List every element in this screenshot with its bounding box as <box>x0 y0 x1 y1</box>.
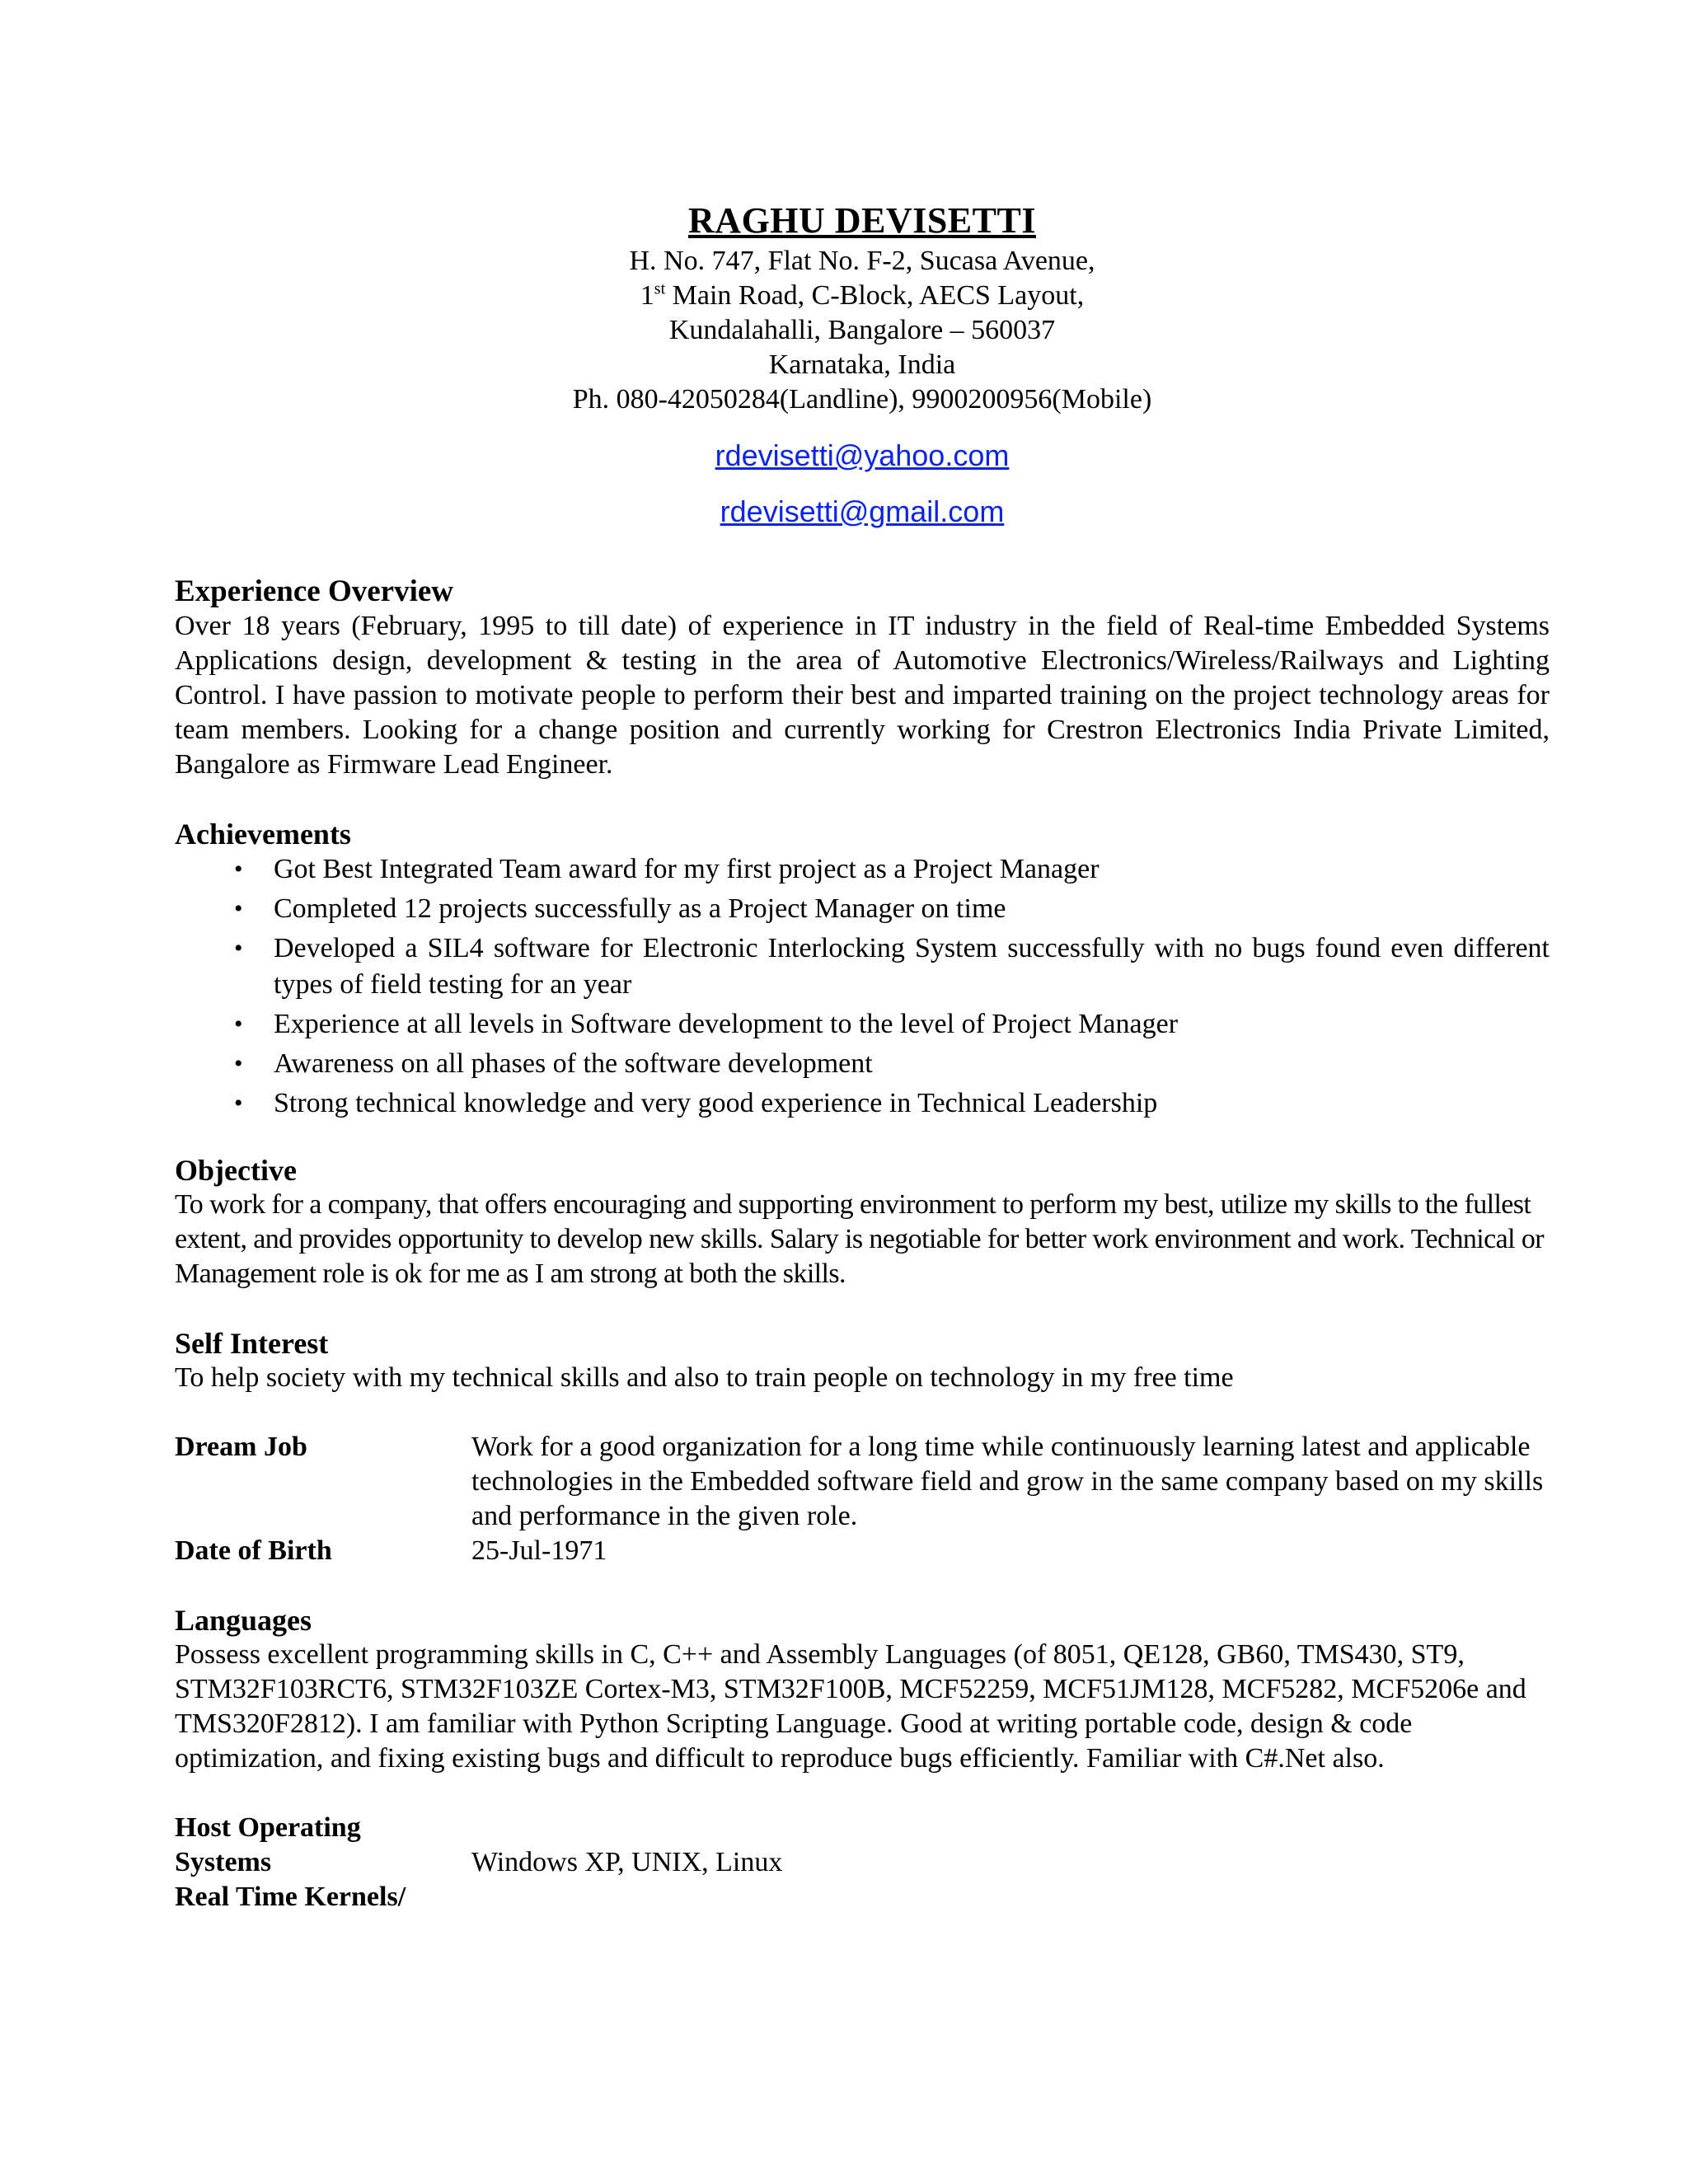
achievements-heading: Achievements <box>175 818 351 851</box>
list-item <box>175 1006 1550 1043</box>
objective-text: To work for a company, that offers encouraging and supporting environment to perform my best, utilize my skills to the fullest extent, and provides opportunity to develop new skills. Salary is negotiable for better work environment and work. Technical or Management role is ok for me as I am strong at both the skills. <box>175 1189 1544 1289</box>
address-line-2-rest: Main Road, C-Block, AECS Layout, <box>665 280 1085 311</box>
achievement-text: Strong technical knowledge and very good experience in Technical Leadership <box>274 1088 1158 1118</box>
achievement-text: Completed 12 projects successfully as a Project Manager on time <box>274 893 1006 924</box>
address-line-1: H. No. 747, Flat No. F-2, Sucasa Avenue, <box>629 246 1095 276</box>
email-link-yahoo[interactable]: rdevisetti@yahoo.com <box>715 438 1010 472</box>
self-interest-text: To help society with my technical skills and also to train people on technology in my free time <box>175 1362 1234 1393</box>
host-os-row-2 <box>175 1845 1550 1880</box>
email-link-gmail[interactable]: rdevisetti@gmail.com <box>720 494 1005 528</box>
experience-heading: Experience Overview <box>175 574 454 608</box>
experience-text: Over 18 years (February, 1995 to till date) of experience in IT industry in the field of Real-time Embedded Systems Applications design, development & testing in the area of Automotive Electronics/Wireless/Railways and Lighting Control. I have passion to motivate people to perform their best and imparted training on the project technology areas for team members. Looking for a change position and currently working for Crestron Electronics India Private Limited, Bangalore as Firmware Lead Engineer. <box>175 611 1550 780</box>
dream-job-text: Work for a good organization for a long time while continuously learning latest and applicable technologies in the Embedded software field and grow in the same company based on my skills and performance in the given role. <box>471 1432 1544 1531</box>
achievement-text: Developed a SIL4 software for Electronic Interlocking System successfully with no bugs found even different types of field testing for an year <box>274 933 1550 1000</box>
achievement-text: Awareness on all phases of the software development <box>274 1048 873 1079</box>
resume-page <box>175 198 1550 1915</box>
list-item <box>175 891 1550 927</box>
list-item <box>175 851 1550 888</box>
address-line-2-number: 1 <box>640 280 654 311</box>
dream-job-row <box>175 1430 1550 1534</box>
host-os-label-line2: Systems <box>175 1847 272 1877</box>
resume-header <box>175 198 1550 530</box>
achievement-text: Got Best Integrated Team award for my first project as a Project Manager <box>274 854 1100 884</box>
host-os-label-line1: Host Operating <box>175 1812 361 1843</box>
achievements-list <box>175 851 1550 1122</box>
list-item <box>175 1085 1550 1122</box>
objective-heading: Objective <box>175 1154 297 1187</box>
dob-row <box>175 1534 1550 1568</box>
self-interest-heading: Self Interest <box>175 1327 329 1360</box>
bullet-icon: • <box>234 895 243 922</box>
dob-value: 25-Jul-1971 <box>471 1535 607 1566</box>
host-os-row-1 <box>175 1811 1550 1845</box>
phone-line: Ph. 080-42050284(Landline), 9900200956(Mobile) <box>572 384 1152 415</box>
bullet-icon: • <box>234 855 243 883</box>
address-line-2 <box>175 279 1550 313</box>
languages-heading: Languages <box>175 1604 312 1637</box>
rtk-row <box>175 1880 1550 1915</box>
list-item <box>175 930 1550 1003</box>
candidate-name: RAGHU DEVISETTI <box>688 200 1036 241</box>
bullet-icon: • <box>234 1010 243 1038</box>
address-line-3: Kundalahalli, Bangalore – 560037 <box>668 315 1056 345</box>
achievement-text: Experience at all levels in Software development to the level of Project Manager <box>274 1009 1179 1039</box>
bullet-icon: • <box>234 1050 243 1077</box>
list-item <box>175 1046 1550 1082</box>
address-line-4: Karnataka, India <box>768 349 956 380</box>
bullet-icon: • <box>234 1090 243 1117</box>
languages-text: Possess excellent programming skills in C, C++ and Assembly Languages (of 8051, QE128, GB60, TMS430, ST9, STM32F103RCT6, STM32F103ZE Cortex-M3, STM32F100B, MCF52259, MCF51JM128, MCF5282, MCF5206e and TMS320F2812). I am familiar with Python Scripting Language. Good at writing portable code, design & code optimization, and fixing existing bugs and difficult to reproduce bugs efficiently. Familiar with C#.Net also. <box>175 1639 1526 1774</box>
host-os-value: Windows XP, UNIX, Linux <box>471 1847 783 1877</box>
dob-label: Date of Birth <box>175 1535 332 1566</box>
dream-job-label: Dream Job <box>175 1432 307 1462</box>
bullet-icon: • <box>234 935 243 962</box>
address-line-2-ordinal: st <box>654 279 666 298</box>
rtk-label: Real Time Kernels/ <box>175 1882 406 1912</box>
